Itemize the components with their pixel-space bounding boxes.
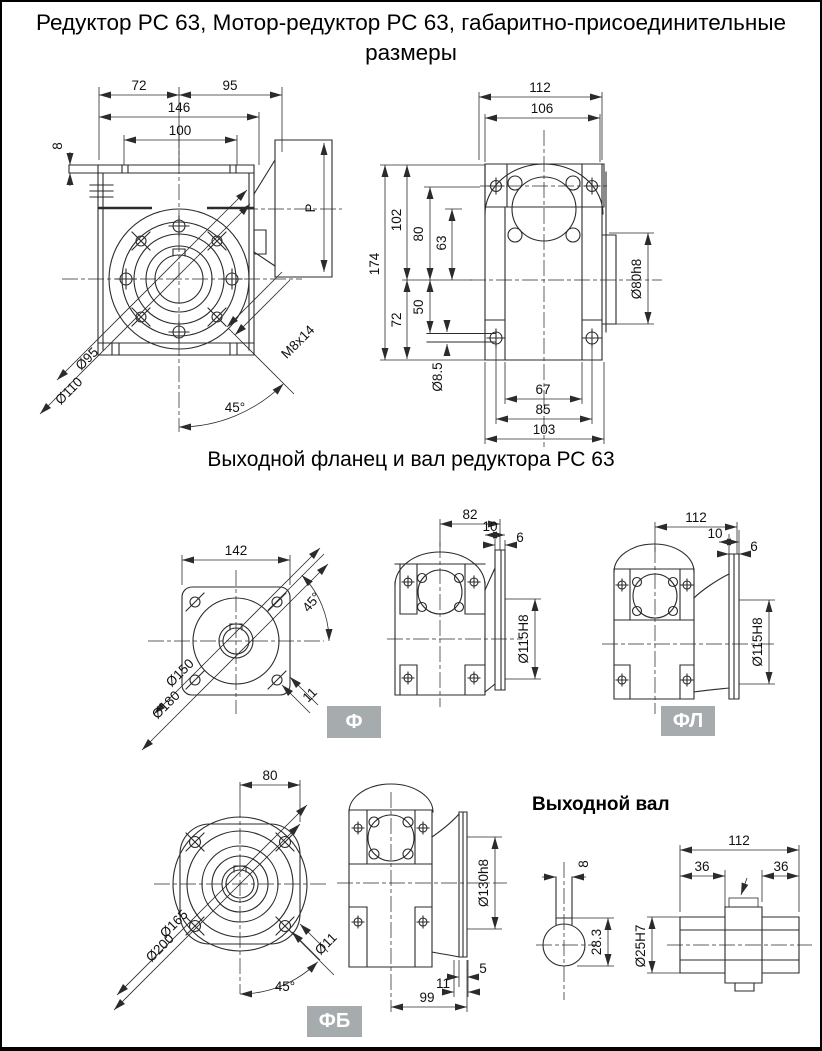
dim-106: 106	[530, 101, 554, 116]
dim-6-fl: 6	[750, 539, 758, 554]
dim-174: 174	[367, 252, 382, 276]
dim-99: 99	[419, 990, 435, 1005]
dim-8-key: 8	[576, 860, 591, 868]
flange-f-side-drawing	[387, 507, 541, 707]
flange-f-front-drawing	[142, 543, 329, 750]
dim-dia130h8: Ø130h8	[476, 858, 491, 908]
dim-11-fb: 11	[435, 976, 451, 991]
dim-45deg-f: 45°	[299, 589, 324, 615]
dim-72b: 72	[389, 312, 404, 328]
flange-fl-side-drawing	[602, 510, 777, 714]
dim-P: P	[303, 203, 318, 213]
dim-45deg: 45°	[224, 400, 246, 415]
dim-dia115-fl: Ø115H8	[750, 617, 765, 667]
output-shaft-drawing	[536, 833, 812, 1000]
dim-36-left: 36	[694, 859, 710, 874]
flange-fb-side-drawing	[337, 784, 507, 1012]
dim-dia115-f: Ø115H8	[516, 614, 531, 664]
dim-63: 63	[434, 235, 449, 251]
dim-80-fb: 80	[262, 768, 278, 783]
dim-5: 5	[479, 961, 487, 976]
flange-type-tag-fl	[661, 706, 715, 736]
dim-112-fl: 112	[685, 510, 707, 525]
dim-dia165: Ø165	[156, 906, 191, 941]
technical-drawing-canvas	[2, 2, 820, 1047]
dim-dia200: Ø200	[142, 930, 177, 965]
dim-100: 100	[168, 123, 192, 138]
flange-type-label-fb: ФБ	[318, 1010, 351, 1032]
shaft-section-title: Выходной вал	[532, 794, 670, 815]
side-view-drawing	[367, 80, 662, 447]
dim-dia25h7: Ø25H7	[633, 924, 648, 968]
dim-6-f: 6	[516, 530, 524, 545]
dim-80: 80	[411, 226, 426, 242]
dim-45deg-fb: 45°	[274, 979, 296, 994]
dim-85: 85	[535, 402, 551, 417]
dim-146: 146	[167, 100, 191, 115]
dim-36-right: 36	[773, 859, 789, 874]
dim-dia95: Ø95	[72, 344, 102, 374]
flange-type-label-f: Ф	[345, 710, 363, 733]
dim-82: 82	[462, 507, 478, 522]
dim-dia11: Ø11	[311, 929, 340, 958]
dim-28-3: 28.3	[589, 928, 604, 956]
dim-11-f: 11	[299, 684, 321, 706]
dim-10-fl: 10	[707, 526, 723, 541]
dim-dia110: Ø110	[52, 374, 86, 408]
dim-112: 112	[529, 80, 551, 95]
front-view-drawing	[40, 78, 342, 432]
dim-103: 103	[532, 422, 556, 437]
flange-fb-front-drawing	[114, 768, 340, 1010]
page-title: Редуктор РС 63, Мотор-редуктор РС 63, габаритно-присоединительные размеры	[35, 10, 787, 66]
flange-section-title: Выходной фланец и вал редуктора РС 63	[207, 448, 615, 471]
flange-type-label-fl: ФЛ	[672, 709, 704, 732]
dim-8: 8	[50, 142, 65, 150]
dim-142: 142	[224, 543, 248, 558]
dim-dia150: Ø150	[162, 655, 197, 690]
flange-type-tag-f	[327, 706, 381, 738]
dim-dia8-5: Ø8.5	[430, 362, 445, 392]
dim-67: 67	[535, 382, 551, 397]
dim-72: 72	[131, 78, 147, 93]
dim-10-f: 10	[482, 519, 498, 534]
dim-dia80h8: Ø80h8	[629, 258, 644, 300]
flange-type-tag-fb	[307, 1006, 362, 1037]
dim-95: 95	[222, 78, 238, 93]
dim-102: 102	[389, 208, 404, 232]
dim-dia180: Ø180	[148, 687, 183, 722]
dim-112-shaft: 112	[728, 833, 750, 848]
dim-50: 50	[411, 299, 426, 315]
dim-m8x14: M8x14	[278, 322, 318, 362]
